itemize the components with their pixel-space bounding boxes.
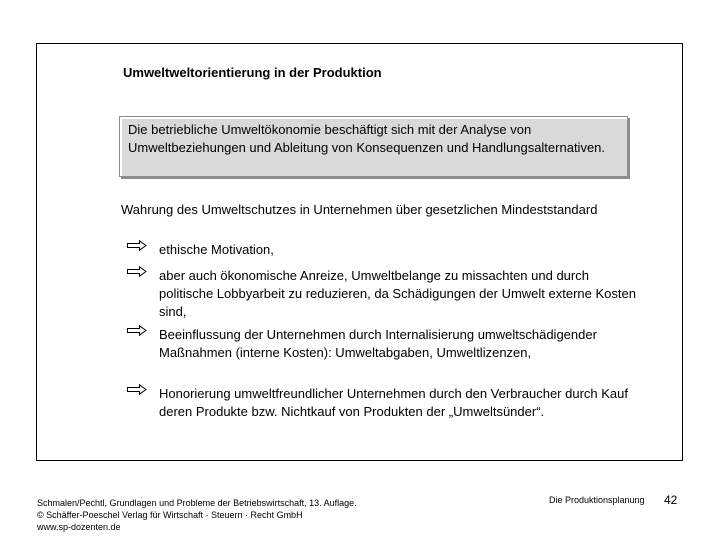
right-arrow-icon bbox=[127, 266, 147, 277]
page-number: 42 bbox=[664, 493, 678, 507]
right-arrow-icon bbox=[127, 240, 147, 251]
bullet-item: aber auch ökonomische Anreize, Umweltbelange zu missachten und durch politische Lobbyarbeit zu reduzieren, da Schädigungen der Umwelt externe Kosten sind, bbox=[159, 268, 636, 319]
footer-source bbox=[37, 497, 357, 533]
right-arrow-icon bbox=[127, 384, 147, 395]
footer-copyright: © Schäffer-Poeschel Verlag für Wirtschaft · Steuern · Recht GmbH bbox=[37, 510, 303, 520]
definition-text: Die betriebliche Umweltökonomie beschäftigt sich mit der Analyse von Umweltbeziehungen und Ableitung von Konsequenzen und Handlungsalternativen. bbox=[128, 122, 606, 155]
definition-box bbox=[119, 116, 628, 177]
footer-source-line: Schmalen/Pechtl, Grundlagen und Probleme der Betriebswirtschaft, 13. Auflage. bbox=[37, 498, 357, 508]
slide-title: Umweltweltorientierung in der Produktion bbox=[123, 65, 382, 80]
right-arrow-icon bbox=[127, 325, 147, 336]
bullet-item: Beeinflussung der Unternehmen durch Internalisierung umweltschädigender Maßnahmen (interne Kosten): Umweltabgaben, Umweltlizenzen, bbox=[159, 327, 597, 360]
footer-website[interactable]: www.sp-dozenten.de bbox=[37, 522, 121, 532]
bullet-item: ethische Motivation, bbox=[159, 242, 274, 257]
intro-text: Wahrung des Umweltschutzes in Unternehmen über gesetzlichen Mindeststandard bbox=[121, 202, 598, 217]
footer-chapter: Die Produktionsplanung bbox=[549, 495, 645, 505]
bullet-item: Honorierung umweltfreundlicher Unternehmen durch den Verbraucher durch Kauf deren Produkte bzw. Nichtkauf von Produkten der „Umweltsünder“. bbox=[159, 386, 628, 419]
